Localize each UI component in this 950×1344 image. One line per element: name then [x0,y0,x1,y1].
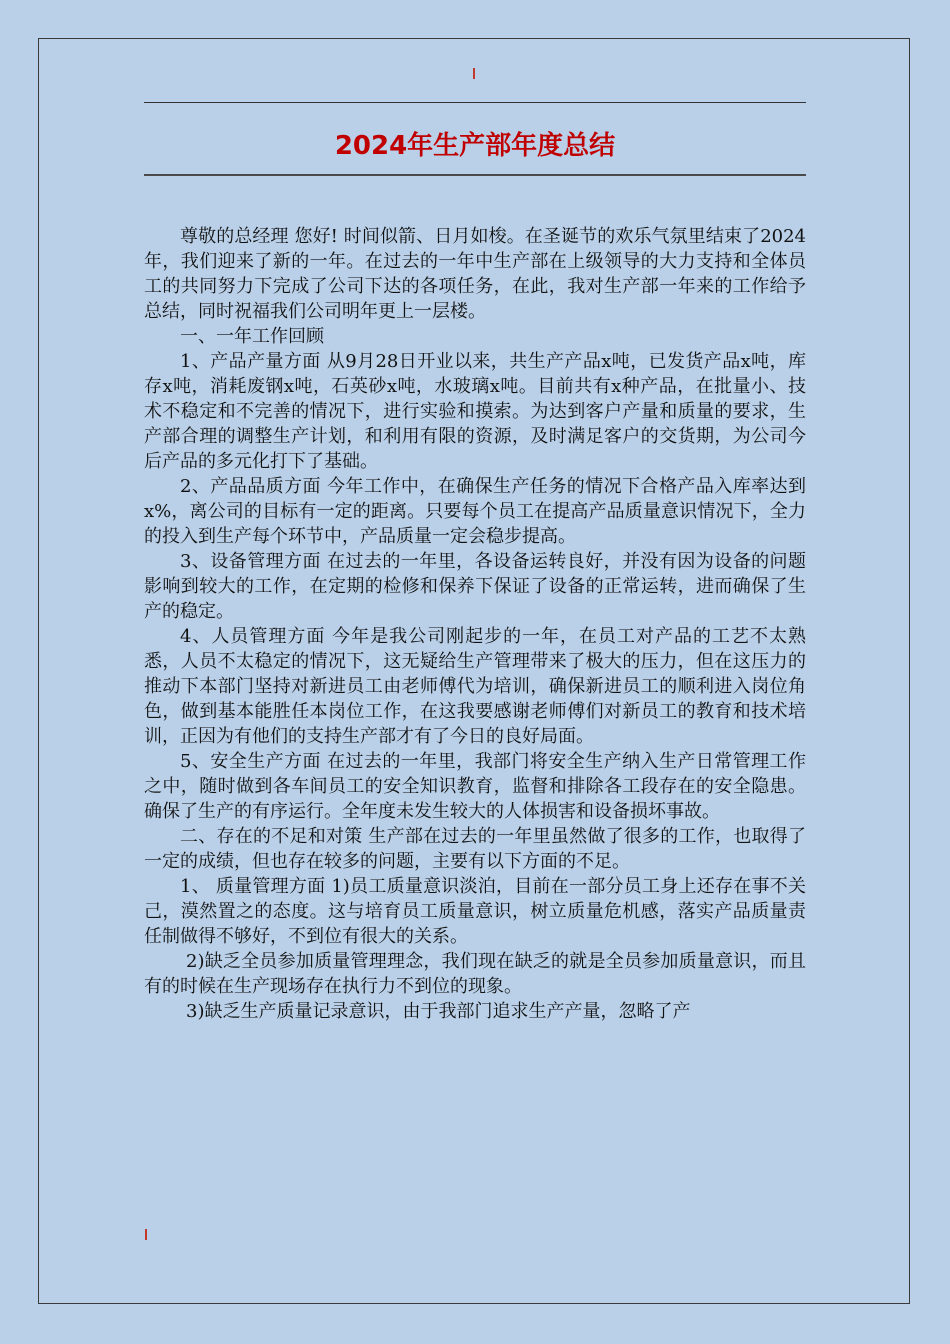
paragraph-participation: 2)缺乏全员参加质量管理理念，我们现在缺乏的就是全员参加质量意识，而且有的时候在生产现场存在执行力不到位的现象。 [144,951,806,997]
paragraph-quality-management: 1、 质量管理方面 1)员工质量意识淡泊，目前在一部分员工身上还存在事不关己，漠然置之的态度。这与培育员工质量意识，树立质量危机感，落实产品质量责任制做得不够好，不到位有很大的关系。 [144,876,806,947]
paragraph-records: 3)缺乏生产质量记录意识，由于我部门追求生产产量，忽略了产 [186,1001,691,1022]
header-marker [473,68,475,79]
paragraph-greeting: 尊敬的总经理 您好! 时间似箭、日月如梭。在圣诞节的欢乐气氛里结束了2024年，我们迎来了新的一年。在过去的一年中生产部在上级领导的大力支持和全体员工的共同努力下完成了公司下达的各项任务，在此，我对生产部一年来的工作给予总结，同时祝福我们公司明年更上一层楼。 [144,226,806,322]
paragraph-safety: 5、安全生产方面 在过去的一年里，我部门将安全生产纳入生产日常管理工作之中，随时做到各车间员工的安全知识教育，监督和排除各工段存在的安全隐患。确保了生产的有序运行。全年度未发生较大的人体损害和设备损坏事故。 [144,751,806,822]
heading-shortcomings: 二、存在的不足和对策 生产部在过去的一年里虽然做了很多的工作，也取得了一定的成绩，但也存在较多的问题，主要有以下方面的不足。 [144,826,806,872]
title-rule [144,174,806,176]
paragraph-personnel: 4、人员管理方面 今年是我公司刚起步的一年，在员工对产品的工艺不太熟悉，人员不太稳定的情况下，这无疑给生产管理带来了极大的压力，但在这压力的推动下本部门坚持对新进员工由老师傅代为培训，确保新进员工的顺利进入岗位角色，做到基本能胜任本岗位工作，在这我要感谢老师傅们对新员工的教育和技术培训，正因为有他们的支持生产部才有了今日的良好局面。 [144,626,806,747]
paragraph-equipment: 3、设备管理方面 在过去的一年里，各设备运转良好，并没有因为设备的问题影响到较大的工作，在定期的检修和保养下保证了设备的正常运转，进而确保了生产的稳定。 [144,551,806,622]
paragraph-output: 1、产品产量方面 从9月28日开业以来，共生产产品x吨，已发货产品x吨，库存x吨，消耗废钢x吨，石英砂x吨，水玻璃x吨。目前共有x种产品，在批量小、技术不稳定和不完善的情况下，进行实验和摸索。为达到客户产量和质量的要求，生产部合理的调整生产计划，和利用有限的资源，及时满足客户的交货期，为公司今后产品的多元化打下了基础。 [144,351,806,472]
document-title: 2024年生产部年度总结 [334,131,616,161]
document-body [144,224,806,1024]
header-rule [144,102,806,103]
paragraph-quality: 2、产品品质方面 今年工作中，在确保生产任务的情况下合格产品入库率达到x%，离公司的目标有一定的距离。只要每个员工在提高产品质量意识情况下，全力的投入到生产每个环节中，产品质量一定会稳步提高。 [144,476,806,547]
heading-review: 一、一年工作回顾 [180,326,324,347]
footer-marker [145,1229,147,1240]
